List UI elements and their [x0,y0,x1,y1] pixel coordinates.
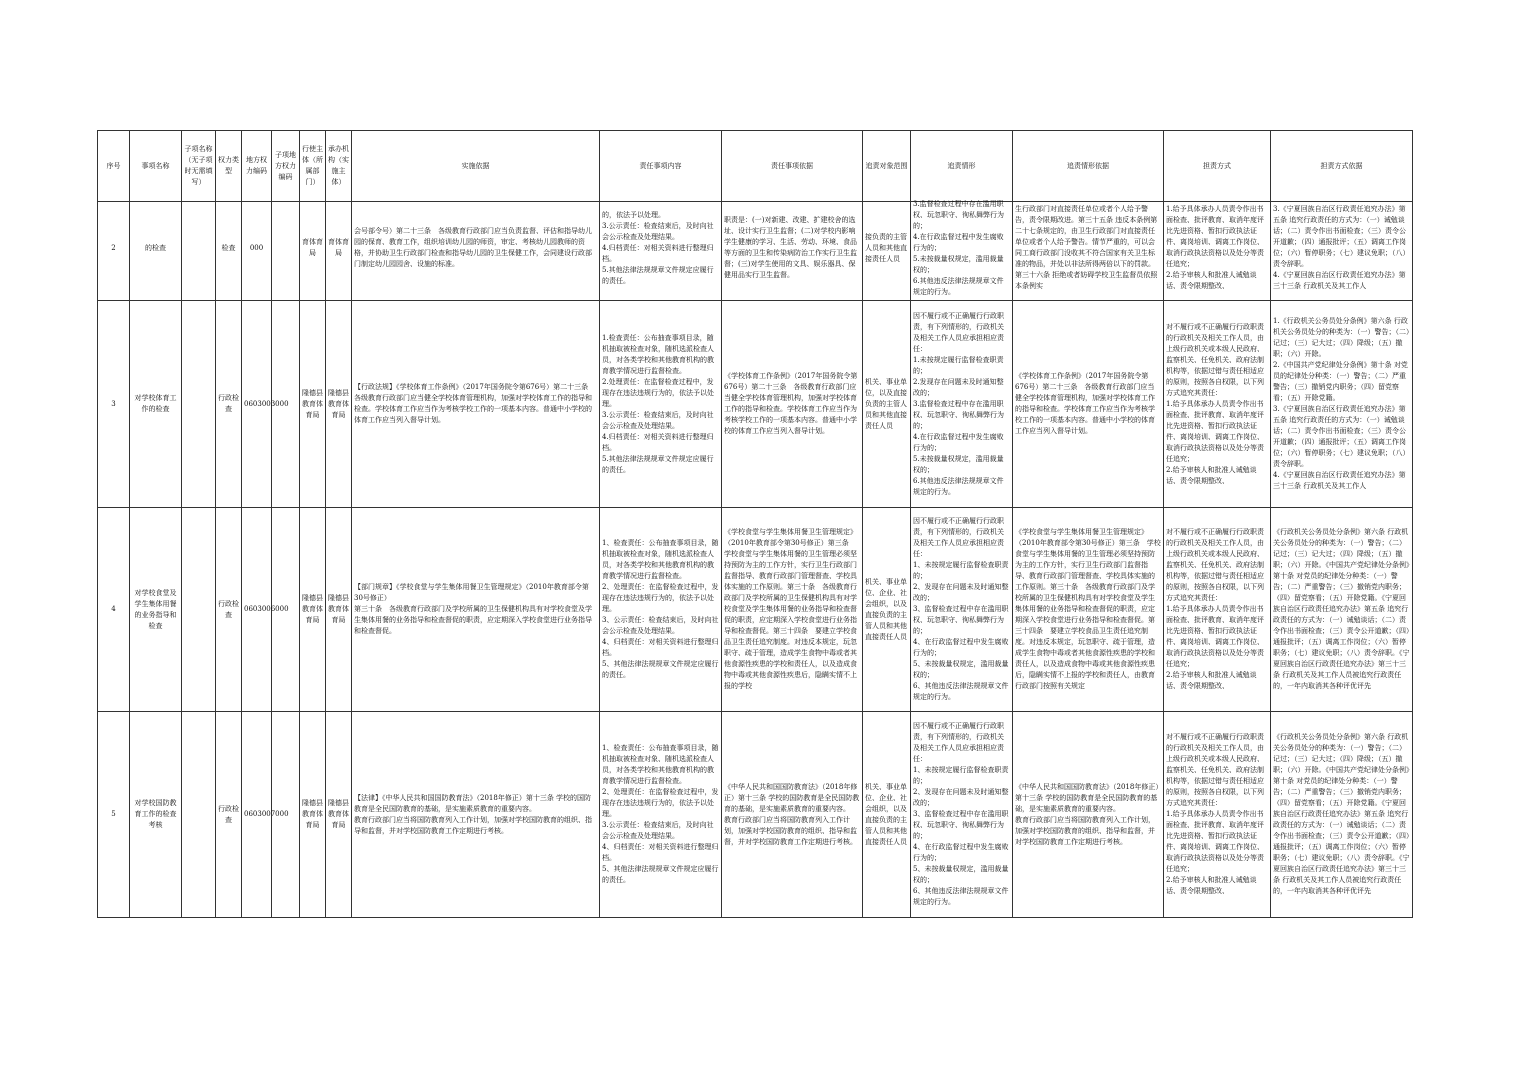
accountability-scope-cell [863,712,911,918]
table-row [98,712,1413,918]
legal-basis: 会号部令号）第二十三条 各级教育行政部门应当负责监督、评估和指导幼儿园的保育、教育工作，组织培训幼儿园的师资，审定、考核幼儿园教师的资格，并协助卫生行政部门检查和指导幼儿园的卫生保健工作，会同建设行政部门制定幼儿园园舍、设施的标准。 [354,227,592,268]
executing-department-cell [300,508,326,712]
duty-content-cell [600,301,722,508]
accountability-method: 1.给予具体承办人员责令作出书面检查、批评教育、取消年度评比先进资格、暂扣行政执法证件、离岗培训、调离工作岗位、取消行政执法资格以及处分等责任追究； 2.给予审核人和批准人诫勉谈话、责令限期整改、 [1166,205,1264,290]
method-basis: 《行政机关公务员处分条例》第六条 行政机关公务员处分的种类为：（一）警告；（二）记过；（三）记大过；（四）降级；（五）撤职；（六）开除。《中国共产党纪律处分条例》第十条 对党员的纪律处分种类：（一）警告；（二）严重警告；（三）撤销党内职务；（四）留党察看；（五）开除党籍。《宁夏回族自治区行政责任追究办法》第五条 追究行政责任的方式为：（一）诫勉谈话；（二）责令作出书面检查；（三）责令公开道歉；（四）通报批评；（五）调离工作岗位；（六）暂停职务；（七）建议免职；（八）责令辞职。《宁夏回族自治区行政责任追究办法》第三十三条 行政机关及其工作人员被追究行政责任的，一年内取消其各种评优评先 [1273,528,1410,690]
situation-basis-cell [1013,202,1164,301]
power-code-cell [242,202,272,301]
power-code-cell [242,301,289,508]
item-name-cell [130,301,182,508]
power-code: 0603003000 [244,399,289,408]
handling-agency-cell [326,202,352,301]
accountability-situation-cell [911,712,1013,918]
header-cell: 追责对象范围 [863,131,911,202]
executing-department: 育体育局 [302,238,323,257]
accountability-scope-cell [863,202,911,301]
header-cell: 子项名称（无子项时无需填写） [182,131,216,202]
accountability-scope: 机关、事业单位、企业、社会组织，以及直接负责的主管人员和其他直接责任人员 [865,782,907,846]
row-number: 5 [111,810,116,818]
duty-basis-cell [722,202,863,301]
accountability-scope: 接负责的主管人员和其他直接责任人员 [865,232,907,263]
header-cell: 承办机构（实施主体） [326,131,352,202]
power-type-cell [216,202,242,301]
legal-basis-cell [352,712,600,918]
duty-basis-cell [722,508,863,712]
duty-content: 1、检查责任：公布抽查事项目录，随机抽取被检查对象、随机选派检查人员，对各类学校和其他教育机构的教育教学情况进行监督检查。 2、处理责任：在监督检查过程中，发现存在违法违规行为的，依法予以处理。 3.公示责任：检查结束后，及时向社会公示检查及处理结果。 4、归档责任：对相关资料进行整理归档。 5、其他法律法规规章文件规定应履行的责任。 [602,744,719,884]
row-number: 3 [111,399,116,408]
duty-basis: 《学校体育工作条例》（2017年国务院令第676号）第二十三条 各级教育行政部门应当健全学校体育管理机构，加强对学校体育工作的指导和检查。学校体育工作应当作为考核学校工作的一项基本内容。普通中小学校的体育工作应当列入督导计划。 [724,372,858,435]
accountability-method: 对不履行或不正确履行行政职责的行政机关及相关工作人员，由上级行政机关或本级人民政府、监察机关、任免机关、政府法制机构等，依据过错与责任相适应的原则，按照各自权限，以下列方式追究其责任： 1.给予具体承办人员责令作出书面检查、批评教育、取消年度评比先进资格、暂扣行政执法证件、离岗培训、调离工作岗位、取消行政执法资格以及处分等责任追究； 2.给予审核人和批准人诫勉谈话、责令限期整改、 [1166,322,1264,485]
situation-basis: 生行政部门对直接责任单位或者个人给予警告，责令限期改进。第三十五条 违反本条例第二十七条规定的，由卫生行政部门对直接责任单位或者个人给予警告。情节严重的，可以会同工商行政部门没收其不符合国家有关卫生标准的物品，并处以非法所得两倍以下的罚款。第三十六条 拒绝或者妨碍学校卫生监督员依照本条例实 [1015,205,1158,290]
accountability-scope: 机关、事业单位，以及直接负责的主管人员和其他直接责任人员 [865,377,907,430]
accountability-method: 对不履行或不正确履行行政职责的行政机关及相关工作人员，由上级行政机关或本级人民政府、监察机关、任免机关、政府法制机构等，依据过错与责任相适应的原则，按照各自权限，以下列方式追究其责任： 1.给予具体承办人员责令作出书面检查、批评教育、取消年度评比先进资格、暂扣行政执法证件、离岗培训、调离工作岗位、取消行政执法资格以及处分等责任追究； 2.给予审核人和批准人诫勉谈话、责令限期整改、 [1166,733,1264,895]
accountability-situation: 因不履行或不正确履行行政职责，有下列情形的，行政机关及相关工作人员应承担相应责任： 1.未按规定履行监督检查职责的； 2.发现存在问题未及时通知整改的； 3.监督检查过程中存在滥用职权、玩忽职守、徇私舞弊行为的； 4.在行政监督过程中发生腐败行为的； 5.未按裁量权规定，滥用裁量权的； 6.其他违反法律法规规章文件规定的行为。 [913,311,1004,496]
power-type: 行政检查 [218,599,239,619]
accountability-scope-cell [863,508,911,712]
situation-basis-cell [1013,508,1164,712]
header-cell: 行使主体（所属部门） [300,131,326,202]
duty-content-cell [600,712,722,918]
situation-basis: 《学校食堂与学生集体用餐卫生管理规定》（2010年教育部令第30号修正）第三条 学校食堂与学生集体用餐的卫生管理必须坚持预防为主的工作方针，实行卫生行政部门监督指导、教育行政部门管理督查、学校具体实施的工作原则。第三十条 各级教育行政部门及学校所属的卫生保健机构具有对学校食堂及学生集体用餐的业务指导和检查督促的职责，应定期深入学校食堂进行业务指导和检查督促。第三十四条 要建立学校食品卫生责任追究制度。对违反本规定，玩忽职守、疏于管理，造成学生食物中毒或者其他食源性疾患的学校和责任人，以及造成食物中毒或其他食源性疾患后，隐瞒实情不上报的学校和责任人，由教育行政部门按照有关规定 [1015,528,1161,690]
handling-agency: 隆德县教育体育局 [328,594,349,624]
accountability-situation: 3.监督检查过程中存在滥用职权、玩忽职守、徇私舞弊行为的； 4.在行政监督过程中发生腐败行为的； 5.未按裁量权规定，滥用裁量权的； 6.其他违反法律法规规章文件规定的行为。 [913,200,1004,296]
table-row [98,301,1413,508]
executing-department-cell [300,301,326,508]
item-name: 的检查 [145,243,166,252]
method-basis-cell [1271,712,1413,918]
power-code: 0603006000 [244,605,289,613]
duty-content-cell [600,202,722,301]
sub-item-name-cell [182,202,216,301]
row-number-cell [98,202,130,301]
handling-agency-cell [326,712,352,918]
item-name: 对学校国防教育工作的检查考核 [134,799,177,829]
duty-basis: 《中华人民共和国国防教育法》（2018年修正）第十三条 学校的国防教育是全民国防教育的基础，是实施素质教育的重要内容。 教育行政部门应当将国防教育列入工作计划，加强对学校国防教育的组织、指导和监督，并对学校国防教育工作定期进行考核。 [724,782,860,846]
header-cell: 权力类型 [216,131,242,202]
method-basis: 1.《行政机关公务员处分条例》第六条 行政机关公务员处分的种类为：（一）警告；（二）记过；（三）记大过；（四）降级；（五）撤职；（六）开除。 2.《中国共产党纪律处分条例》第十条 对党员的纪律处分种类：（一）警告；（二）严重警告；（三）撤销党内职务；（四）留党察看；（五）开除党籍。 3.《宁夏回族自治区行政责任追究办法》第五条 追究行政责任的方式为：（一）诫勉谈话；（二）责令作出书面检查；（三）责令公开道歉；（四）通报批评；（五）调离工作岗位；（六）暂停职务；（七）建议免职；（八）责令辞职。 4.《宁夏回族自治区行政责任追究办法》第三十三条 行政机关及其工作人 [1273,317,1410,490]
accountability-scope: 机关、事业单位、企业、社会组织，以及直接负责的主管人员和其他直接责任人员 [865,577,907,641]
item-name-cell [130,508,182,712]
header-cell: 责任事项依据 [722,131,863,202]
power-type-cell [216,712,242,918]
method-basis-cell [1271,508,1413,712]
executing-department: 隆德县教育体育局 [302,594,323,624]
row-number: 4 [111,605,116,613]
power-type-cell [216,301,242,508]
situation-basis: 《中华人民共和国国防教育法》（2018年修正）第十三条 学校的国防教育是全民国防教育的基础，是实施素质教育的重要内容。 教育行政部门应当将国防教育列入工作计划，加强对学校国防教育的组织、指导和监督，并对学校国防教育工作定期进行考核。 [1015,782,1159,846]
power-type-cell [216,508,242,712]
accountability-method-cell [1164,508,1271,712]
accountability-method-cell [1164,301,1271,508]
duty-basis: 职责是：(一)对新建、改建、扩建校舍的选址、设计实行卫生监督；(二)对学校内影响学生健康的学习、生活、劳动、环境、食品等方面的卫生和传染病防治工作实行卫生监督；(三)对学生使用的文具、娱乐器具、保健用品实行卫生监督。 [724,216,857,279]
handling-agency: 隆德县教育体育局 [328,388,349,419]
accountability-situation: 因不履行或不正确履行行政职责，有下列情形的，行政机关及相关工作人员应承担相应责任： 1、未按规定履行监督检查职责的； 2、发现存在问题未及时通知整改的； 3、监督检查过程中存在滥用职权、玩忽职守、徇私舞弊行为的； 4、在行政监督过程中发生腐败行为的； 5、未按裁量权规定，滥用裁量权的； 6、其他违反法律法规规章文件规定的行为。 [913,722,1009,906]
power-code-cell [242,712,289,918]
accountability-scope-cell [863,301,911,508]
legal-basis-cell [352,508,600,712]
duty-basis-cell [722,712,863,918]
method-basis-cell [1271,301,1413,508]
power-type: 检查 [221,243,236,252]
duty-basis-cell [722,301,863,508]
header-cell: 序号 [98,131,130,202]
responsibility-table [97,130,1413,918]
duty-content: 的，依法予以处理。 3.公示责任：检查结束后，及时向社会公示检查及处理结果。 4.归档责任：对相关资料进行整理归档。 5.其他法律法规规章文件规定应履行的责任。 [602,210,714,285]
sub-power-code-cell [272,202,300,301]
legal-basis: 【部门规章】《学校食堂与学生集体用餐卫生管理规定》（2010年教育部令第30号修正） 第三十条 各级教育行政部门及学校所属的卫生保健机构具有对学校食堂及学生集体用餐的业务指导和检查督促的职责，应定期深入学校食堂进行业务指导和检查督促。 [354,583,592,635]
row-number-cell [98,712,130,918]
handling-agency-cell [326,301,352,508]
item-name: 对学校食堂及学生集体用餐的业务指导和检查 [134,588,177,630]
header-cell: 子项地方权力编码 [272,131,300,202]
legal-basis-cell [352,301,600,508]
accountability-situation-cell [911,508,1013,712]
accountability-method: 对不履行或不正确履行行政职责的行政机关及相关工作人员，由上级行政机关或本级人民政府、监察机关、任免机关、政府法制机构等，依据过错与责任相适应的原则，按照各自权限，以下列方式追究其责任： 1.给予具体承办人员责令作出书面检查、批评教育、取消年度评比先进资格、暂扣行政执法证件、离岗培训、调离工作岗位、取消行政执法资格以及处分等责任追究； 2.给予审核人和批准人诫勉谈话、责令限期整改、 [1166,528,1264,690]
duty-basis: 《学校食堂与学生集体用餐卫生管理规定》（2010年教育部令第30号修正）第三条 学校食堂与学生集体用餐的卫生管理必须坚持预防为主的工作方针，实行卫生行政部门监督指导、教育行政部门管理督查、学校具体实施的工作原则。第三十条 各级教育行政部门及学校所属的卫生保健机构具有对学校食堂及学生集体用餐的业务指导和检查督促的职责，应定期深入学校食堂进行业务指导和检查督促。第三十四条 要建立学校食品卫生责任追究制度。对违反本规定，玩忽职守、疏于管理，造成学生食物中毒或者其他食源性疾患的学校和责任人，以及造成食物中毒或其他食源性疾患后，隐瞒实情不上报的学校 [724,528,857,690]
duty-content: 1、检查责任：公布抽查事项目录，随机抽取被检查对象，随机选派检查人员，对各类学校和其他教育机构的教育教学情况进行监督检查。 2、处理责任：在监督检查过程中，发现存在违法违规行为的，依法予以处理。 3、公示责任：检查结束后，及时向社会公示检查及处理结果。 4、归档责任：对相关资料进行整理归档。 5、其他法律法规规章文件规定应履行的责任。 [602,539,719,679]
power-code: 0603007000 [244,810,289,818]
sub-item-name-cell [182,508,216,712]
situation-basis-cell [1013,301,1164,508]
row-number-cell [98,301,130,508]
row-number-cell [98,508,130,712]
handling-agency: 隆德县教育体育局 [328,799,349,829]
accountability-method-cell [1164,202,1271,301]
duty-content-cell [600,508,722,712]
situation-basis-cell [1013,712,1164,918]
table-row [98,508,1413,712]
item-name-cell [130,712,182,918]
sub-item-name-cell [182,301,216,508]
handling-agency-cell [326,508,352,712]
header-cell: 担责方式 [1164,131,1271,202]
header-cell: 追责情形 [911,131,1013,202]
legal-basis-cell [352,202,600,301]
accountability-situation-cell [911,301,1013,508]
power-code: 000 [249,243,264,252]
method-basis: 《行政机关公务员处分条例》第六条 行政机关公务员处分的种类为：（一）警告；（二）记过；（三）记大过；（四）降级；（五）撤职；（六）开除。《中国共产党纪律处分条例》第十条 对党员的纪律处分种类：（一）警告；（二）严重警告；（三）撤销党内职务；（四）留党察看；（五）开除党籍。《宁夏回族自治区行政责任追究办法》第五条 追究行政责任的方式为：（一）诫勉谈话；（二）责令作出书面检查；（三）责令公开道歉；（四）通报批评；（五）调离工作岗位；（六）暂停职务；（七）建议免职；（八）责令辞职。《宁夏回族自治区行政责任追究办法》第三十三条 行政机关及其工作人员被追究行政责任的，一年内取消其各种评优评先 [1273,733,1410,895]
header-cell: 实施依据 [352,131,600,202]
table-row [98,202,1413,301]
accountability-situation-cell [911,202,1013,301]
power-code-cell [242,508,289,712]
header-row [98,131,1413,202]
executing-department: 隆德县教育体育局 [302,388,323,419]
legal-basis: 【行政法规】《学校体育工作条例》（2017年国务院令第676号）第二十三条 各级教育行政部门应当健全学校体育管理机构，加强对学校体育工作的指导和检查。学校体育工作应当作为考核学校工作的一项基本内容。普通中小学校的体育工作应当列入督导计划。 [354,383,596,424]
situation-basis: 《学校体育工作条例》（2017年国务院令第676号）第二十三条 各级教育行政部门应当健全学校体育管理机构，加强对学校体育工作的指导和检查。学校体育工作应当作为考核学校工作的一项基本内容。普通中小学校的体育工作应当列入督导计划。 [1015,372,1155,435]
power-type: 行政检查 [218,804,239,824]
accountability-method-cell [1164,712,1271,918]
power-type: 行政检查 [218,394,239,413]
method-basis: 3.《宁夏回族自治区行政责任追究办法》第五条 追究行政责任的方式为：（一）诫勉谈话；（二）责令作出书面检查；（三）责令公开道歉；（四）通报批评；（五）调离工作岗位；（六）暂停职务；（七）建议免职；（八）责令辞职。 4.《宁夏回族自治区行政责任追究办法》第三十三条 行政机关及其工作人 [1273,205,1410,290]
accountability-situation: 因不履行或不正确履行行政职责，有下列情形的，行政机关及相关工作人员应承担相应责任： 1、未按规定履行监督检查职责的； 2、发现存在问题未及时通知整改的； 3、监督检查过程中存在滥用职权、玩忽职守、徇私舞弊行为的； 4、在行政监督过程中发生腐败行为的； 5、未按裁量权规定，滥用裁量权的； 6、其他违反法律法规规章文件规定的行为。 [913,517,1009,701]
legal-basis: 【法律】《中华人民共和国国防教育法》（2018年修正）第十三条 学校的国防教育是全民国防教育的基础，是实施素质教育的重要内容。 教育行政部门应当将国防教育列入工作计划，加强对学校国防教育的组织、指导和监督，并对学校国防教育工作定期进行考核。 [354,793,592,835]
header-cell: 事项名称 [130,131,182,202]
method-basis-cell [1271,202,1413,301]
executing-department-cell [300,202,326,301]
duty-content: 1.检查责任：公布抽查事项目录，随机抽取被检查对象，随机选派检查人员，对各类学校和其他教育机构的教育教学情况进行监督检查。 2.处理责任：在监督检查过程中，发现存在违法违规行为的，依法予以处理。 3.公示责任：检查结束后，及时向社会公示检查及处理结果。 4.归档责任：对相关资料进行整理归档。 5.其他法律法规规章文件规定应履行的责任。 [602,333,714,474]
row-number: 2 [111,243,116,252]
header-cell: 责任事项内容 [600,131,722,202]
header-cell: 追责情形依据 [1013,131,1164,202]
sub-item-name-cell [182,712,216,918]
item-name-cell [130,202,182,301]
handling-agency: 育体育局 [328,238,349,257]
executing-department-cell [300,712,326,918]
header-cell: 地方权力编码 [242,131,272,202]
item-name: 对学校体育工作的检查 [134,394,177,413]
executing-department: 隆德县教育体育局 [302,799,323,829]
header-cell: 担责方式依据 [1271,131,1413,202]
